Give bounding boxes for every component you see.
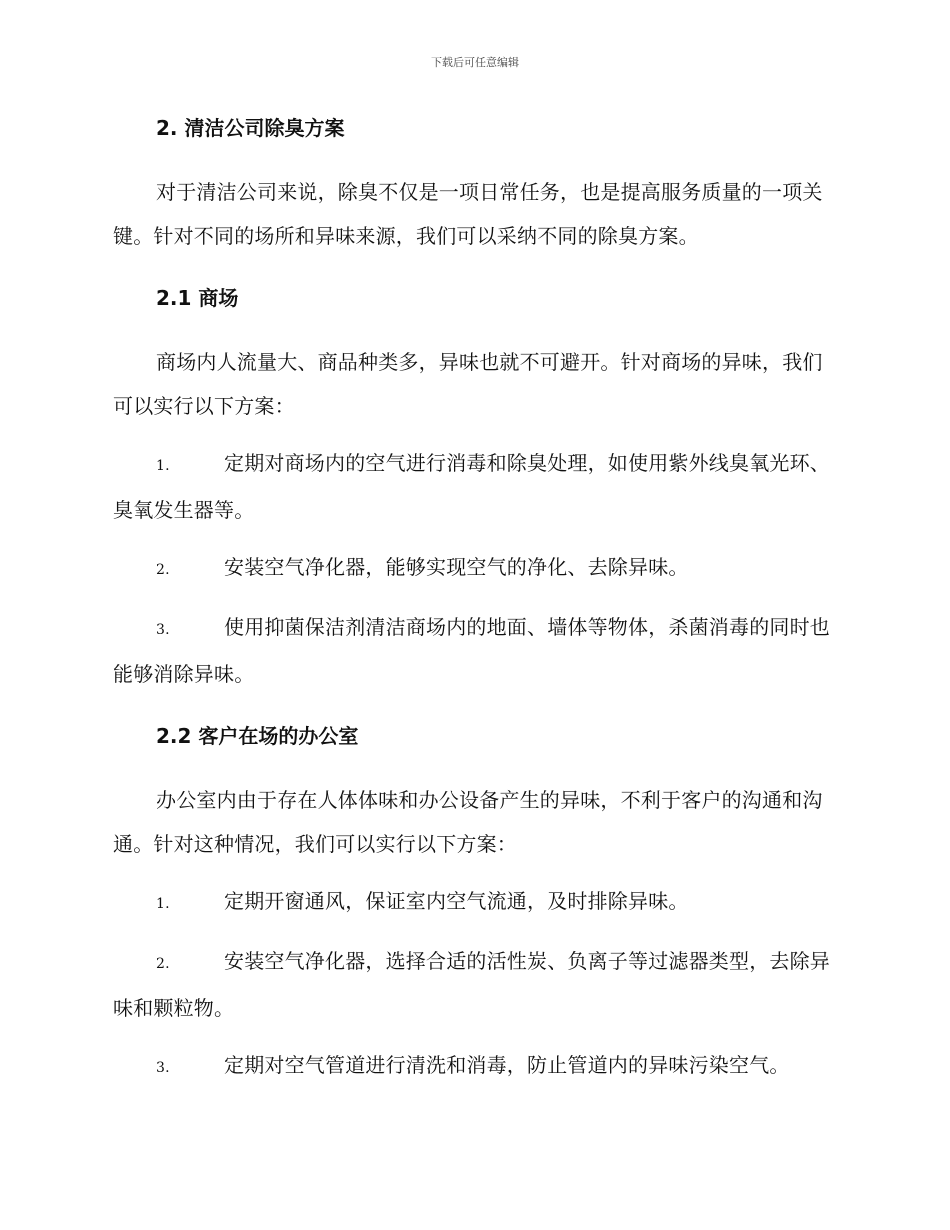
list-text: 安装空气净化器，选择合适的活性炭、负离子等过滤器类型，去除异味和颗粒物。 — [113, 949, 830, 1020]
list-number: 1. — [156, 458, 170, 474]
office-list-item-1 — [113, 879, 837, 926]
document-content — [113, 112, 837, 1090]
list-text: 定期对商场内的空气进行消毒和除臭处理，如使用紫外线臭氧光环、臭氧发生器等。 — [113, 451, 830, 522]
list-text: 安装空气净化器，能够实现空气的净化、去除异味。 — [224, 555, 689, 579]
mall-list-item-3 — [113, 605, 837, 696]
list-number: 3. — [156, 622, 170, 638]
office-list-item-2 — [113, 939, 837, 1030]
list-number: 1. — [156, 896, 170, 912]
list-number: 2. — [156, 562, 170, 578]
list-number: 3. — [156, 1060, 170, 1076]
office-heading: 2.2 客户在场的办公室 — [156, 724, 359, 748]
list-text: 定期开窗通风，保证室内空气流通，及时排除异味。 — [224, 889, 689, 913]
office-list-item-3 — [113, 1043, 837, 1090]
section-intro-paragraph: 对于清洁公司来说，除臭不仅是一项日常任务，也是提高服务质量的一项关键。针对不同的场所和异味来源，我们可以采纳不同的除臭方案。 — [113, 180, 823, 248]
mall-intro-paragraph: 商场内人流量大、商品种类多，异味也就不可避开。针对商场的异味，我们可以实行以下方案： — [113, 350, 823, 418]
mall-list-item-1 — [113, 441, 837, 532]
section-heading: 2. 清洁公司除臭方案 — [156, 116, 345, 140]
list-text: 使用抑菌保洁剂清洁商场内的地面、墙体等物体，杀菌消毒的同时也能够消除异味。 — [113, 615, 830, 686]
office-intro-paragraph: 办公室内由于存在人体体味和办公设备产生的异味，不利于客户的沟通和沟通。针对这种情况，我们可以实行以下方案： — [113, 788, 823, 856]
mall-list-item-2 — [113, 545, 837, 592]
list-number: 2. — [156, 956, 170, 972]
list-text: 定期对空气管道进行清洗和消毒，防止管道内的异味污染空气。 — [224, 1053, 790, 1077]
header-note: 下载后可任意编辑 — [431, 56, 519, 69]
mall-heading: 2.1 商场 — [156, 286, 239, 310]
